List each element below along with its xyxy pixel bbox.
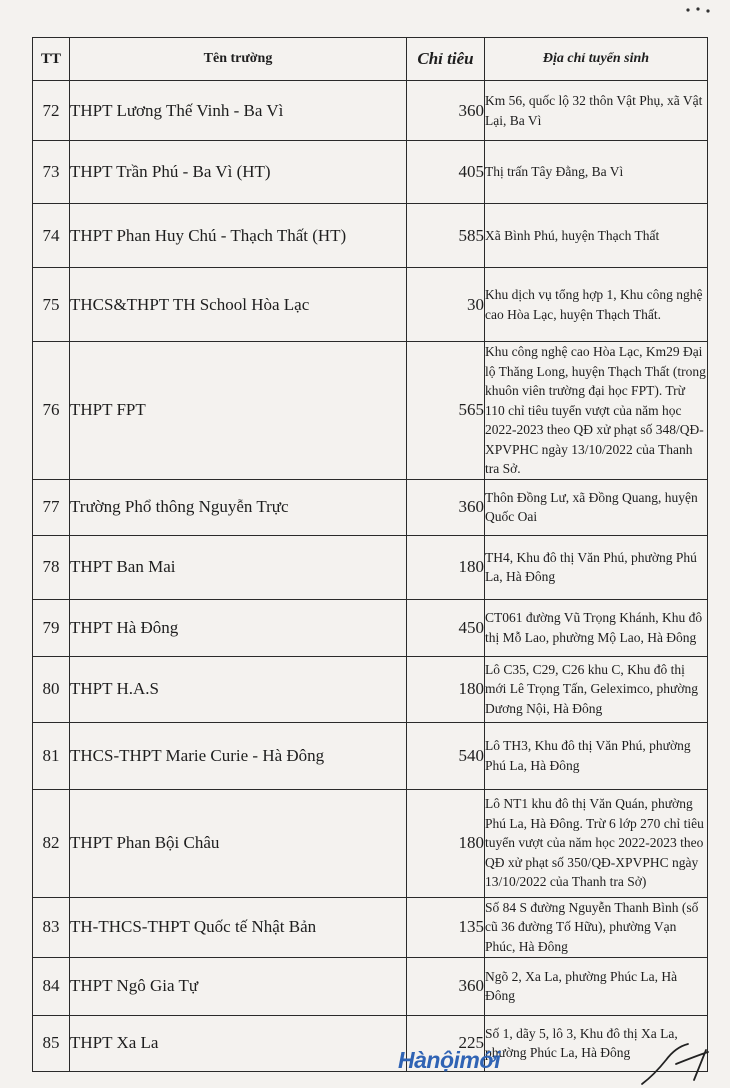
table-row [33, 897, 708, 957]
table-row [33, 535, 708, 599]
address: Thị trấn Tây Đằng, Ba Vì [485, 141, 708, 204]
table-row [33, 656, 708, 722]
quota-value: 225 [407, 1015, 485, 1071]
quota-value: 405 [407, 141, 485, 204]
row-number: 78 [33, 535, 70, 599]
row-number: 75 [33, 268, 70, 342]
row-number: 82 [33, 789, 70, 897]
school-name: THPT Ngô Gia Tự [70, 957, 407, 1015]
quota-value: 180 [407, 656, 485, 722]
table-row [33, 141, 708, 204]
quota-value: 360 [407, 479, 485, 535]
quota-value: 180 [407, 789, 485, 897]
table-row [33, 81, 708, 141]
table-row [33, 789, 708, 897]
address: TH4, Khu đô thị Văn Phú, phường Phú La, Hà Đông [485, 535, 708, 599]
header-tt: TT [33, 38, 70, 81]
address: CT061 đường Vũ Trọng Khánh, Khu đô thị Mỗ Lao, phường Mộ Lao, Hà Đông [485, 599, 708, 656]
address: Thôn Đồng Lư, xã Đồng Quang, huyện Quốc Oai [485, 479, 708, 535]
row-number: 85 [33, 1015, 70, 1071]
quota-value: 540 [407, 722, 485, 789]
school-name: THPT Phan Huy Chú - Thạch Thất (HT) [70, 204, 407, 268]
address: Xã Bình Phú, huyện Thạch Thất [485, 204, 708, 268]
quota-value: 565 [407, 342, 485, 480]
address: Lô TH3, Khu đô thị Văn Phú, phường Phú La, Hà Đông [485, 722, 708, 789]
table-row [33, 957, 708, 1015]
address: Khu dịch vụ tổng hợp 1, Khu công nghệ cao Hòa Lạc, huyện Thạch Thất. [485, 268, 708, 342]
header-quota: Chỉ tiêu [407, 38, 485, 81]
table-row [33, 268, 708, 342]
quota-value: 585 [407, 204, 485, 268]
row-number: 72 [33, 81, 70, 141]
table-header-row [33, 38, 708, 81]
school-name: THPT Ban Mai [70, 535, 407, 599]
row-number: 80 [33, 656, 70, 722]
admission-quota-table [32, 37, 708, 1072]
address: Km 56, quốc lộ 32 thôn Vật Phụ, xã Vật Lại, Ba Vì [485, 81, 708, 141]
school-name: THCS-THPT Marie Curie - Hà Đông [70, 722, 407, 789]
quota-value: 360 [407, 957, 485, 1015]
table-row [33, 342, 708, 480]
header-school-name: Tên trường [70, 38, 407, 81]
school-name: THPT Xa La [70, 1015, 407, 1071]
corner-marks [684, 4, 714, 16]
header-address: Địa chỉ tuyển sinh [485, 38, 708, 81]
school-name: THPT H.A.S [70, 656, 407, 722]
row-number: 73 [33, 141, 70, 204]
row-number: 84 [33, 957, 70, 1015]
table-row [33, 1015, 708, 1071]
school-name: TH-THCS-THPT Quốc tế Nhật Bản [70, 897, 407, 957]
school-name: THPT Phan Bội Châu [70, 789, 407, 897]
quota-value: 360 [407, 81, 485, 141]
school-name: Trường Phổ thông Nguyễn Trực [70, 479, 407, 535]
school-name: THPT FPT [70, 342, 407, 480]
row-number: 76 [33, 342, 70, 480]
row-number: 77 [33, 479, 70, 535]
school-name: THPT Lương Thế Vinh - Ba Vì [70, 81, 407, 141]
school-name: THCS&THPT TH School Hòa Lạc [70, 268, 407, 342]
table-row [33, 599, 708, 656]
quota-value: 135 [407, 897, 485, 957]
address: Lô NT1 khu đô thị Văn Quán, phường Phú La, Hà Đông. Trừ 6 lớp 270 chỉ tiêu tuyển vượt của năm học 2022-2023 theo QĐ xử phạt số 350/QĐ-XPVPHC ngày 13/10/2022 của Thanh tra Sở) [485, 789, 708, 897]
address: Lô C35, C29, C26 khu C, Khu đô thị mới Lê Trọng Tấn, Geleximco, phường Dương Nội, Hà Đông [485, 656, 708, 722]
row-number: 83 [33, 897, 70, 957]
table-row [33, 722, 708, 789]
row-number: 74 [33, 204, 70, 268]
address: Số 84 S đường Nguyễn Thanh Bình (số cũ 36 đường Tố Hữu), phường Vạn Phúc, Hà Đông [485, 897, 708, 957]
table-row [33, 204, 708, 268]
quota-value: 450 [407, 599, 485, 656]
hanoimoi-logo: Hànộimới [398, 1047, 501, 1073]
address: Số 1, dãy 5, lô 3, Khu đô thị Xa La, phường Phúc La, Hà Đông [485, 1015, 708, 1071]
address: Ngõ 2, Xa La, phường Phúc La, Hà Đông [485, 957, 708, 1015]
quota-value: 180 [407, 535, 485, 599]
row-number: 81 [33, 722, 70, 789]
quota-value: 30 [407, 268, 485, 342]
row-number: 79 [33, 599, 70, 656]
school-name: THPT Hà Đông [70, 599, 407, 656]
school-name: THPT Trần Phú - Ba Vì (HT) [70, 141, 407, 204]
address: Khu công nghệ cao Hòa Lạc, Km29 Đại lộ Thăng Long, huyện Thạch Thất (trong khuôn viên trường đại học FPT). Trừ 110 chỉ tiêu tuyển vượt của năm học 2022-2023 theo QĐ xử phạt số 348/QĐ-XPVPHC ngày 13/10/2022 của Thanh tra Sở. [485, 342, 708, 480]
signature-mark [636, 1030, 730, 1088]
table-row [33, 479, 708, 535]
